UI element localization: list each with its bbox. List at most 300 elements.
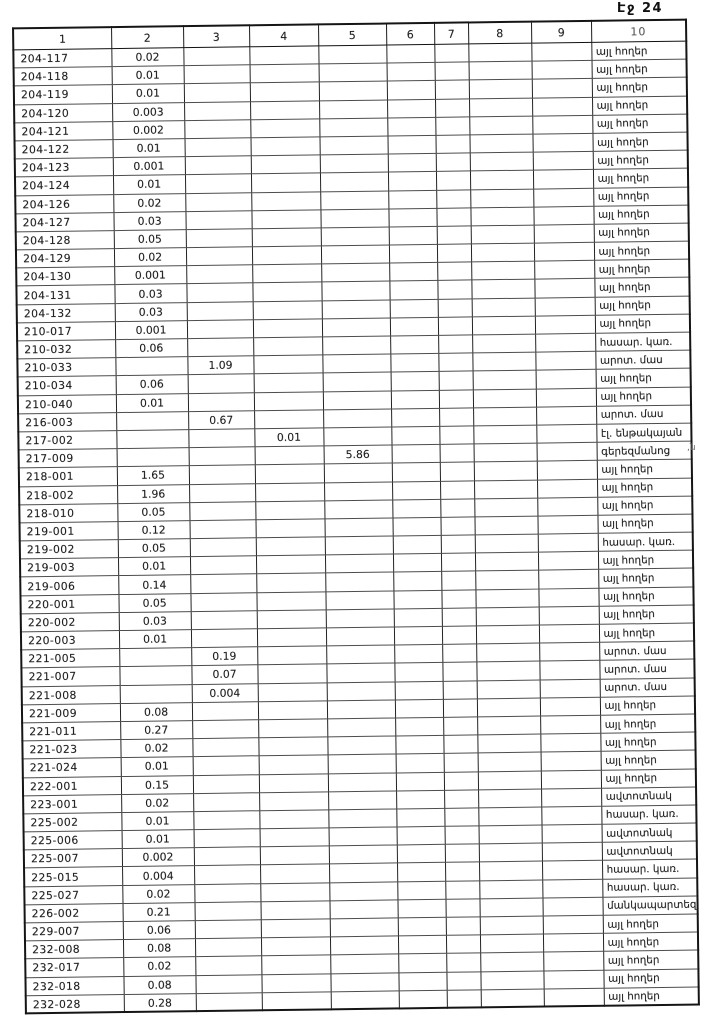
value-cell bbox=[193, 756, 259, 775]
value-cell: 0.02 bbox=[114, 248, 186, 267]
value-cell bbox=[388, 172, 436, 191]
value-cell: 0.01 bbox=[112, 84, 184, 103]
parcel-code-cell: 219-006 bbox=[20, 576, 118, 595]
value-cell bbox=[480, 971, 543, 990]
value-cell bbox=[473, 407, 536, 426]
value-cell bbox=[324, 518, 392, 537]
value-cell bbox=[440, 480, 474, 499]
value-cell bbox=[119, 666, 191, 685]
value-cell bbox=[329, 863, 397, 882]
page-number: Էջ 24 bbox=[617, 1, 664, 16]
value-cell bbox=[253, 319, 322, 338]
value-cell bbox=[324, 500, 392, 519]
value-cell bbox=[321, 281, 389, 300]
value-cell bbox=[475, 589, 538, 608]
land-type-cell: այլ հողեր bbox=[592, 59, 687, 78]
value-cell bbox=[186, 265, 252, 284]
value-cell: 0.67 bbox=[188, 411, 254, 430]
land-type-cell: այլ հողեր bbox=[597, 459, 692, 478]
value-cell bbox=[191, 611, 257, 630]
value-cell: 0.05 bbox=[114, 230, 186, 249]
value-cell bbox=[472, 352, 535, 371]
value-cell bbox=[444, 771, 478, 790]
value-cell bbox=[442, 644, 476, 663]
parcel-code-cell: 225-015 bbox=[24, 867, 122, 886]
value-cell bbox=[256, 537, 325, 556]
land-type-cell: այլ հողեր bbox=[598, 568, 693, 587]
value-cell bbox=[252, 228, 321, 247]
value-cell bbox=[396, 808, 444, 827]
value-cell bbox=[439, 426, 473, 445]
value-cell bbox=[185, 210, 251, 229]
value-cell bbox=[318, 45, 386, 64]
parcel-code-cell: 204-123 bbox=[15, 158, 113, 177]
value-cell bbox=[188, 429, 254, 448]
value-cell bbox=[398, 917, 446, 936]
value-cell bbox=[479, 825, 542, 844]
parcel-code-cell: 204-119 bbox=[14, 85, 112, 104]
value-cell bbox=[255, 482, 324, 501]
value-cell bbox=[190, 592, 256, 611]
value-cell bbox=[183, 47, 249, 66]
land-type-cell: այլ հողեր bbox=[598, 550, 693, 569]
value-cell: 0.01 bbox=[121, 757, 193, 776]
value-cell bbox=[474, 443, 537, 462]
value-cell bbox=[190, 574, 256, 593]
land-type-cell: այլ հողեր bbox=[594, 259, 689, 278]
value-cell bbox=[192, 702, 258, 721]
value-cell bbox=[327, 700, 395, 719]
value-cell bbox=[536, 370, 596, 389]
land-type-cell: հասար. կառ. bbox=[598, 532, 693, 551]
value-cell bbox=[540, 679, 600, 698]
value-cell bbox=[537, 442, 597, 461]
value-cell bbox=[541, 806, 601, 825]
value-cell bbox=[478, 752, 541, 771]
value-cell bbox=[397, 863, 445, 882]
value-cell bbox=[473, 370, 536, 389]
parcel-code-cell: 220-001 bbox=[20, 594, 118, 613]
land-type-cell: այլ հողեր bbox=[599, 623, 694, 642]
value-cell bbox=[478, 771, 541, 790]
value-cell bbox=[532, 133, 592, 152]
value-cell bbox=[387, 135, 435, 154]
value-cell bbox=[445, 862, 479, 881]
value-cell bbox=[396, 772, 444, 791]
value-cell bbox=[191, 629, 257, 648]
value-cell bbox=[437, 280, 471, 299]
parcel-code-cell: 210-033 bbox=[17, 358, 115, 377]
value-cell bbox=[325, 591, 393, 610]
value-cell bbox=[398, 972, 446, 991]
land-type-cell: այլ հողեր bbox=[594, 223, 689, 242]
land-type-cell: այլ հողեր bbox=[599, 605, 694, 624]
value-cell bbox=[389, 281, 437, 300]
value-cell bbox=[251, 173, 320, 192]
land-type-cell: այլ հողեր bbox=[592, 114, 687, 133]
value-cell bbox=[435, 80, 469, 99]
value-cell bbox=[476, 643, 539, 662]
land-type-cell: ավտոտնակ bbox=[601, 787, 696, 806]
land-type-cell: արոտ. մաս bbox=[600, 678, 695, 697]
value-cell bbox=[397, 826, 445, 845]
value-cell: 0.27 bbox=[120, 721, 192, 740]
value-cell bbox=[329, 845, 397, 864]
value-cell bbox=[478, 789, 541, 808]
column-header-cell: 5 bbox=[318, 24, 386, 46]
value-cell bbox=[250, 64, 319, 83]
column-header-cell: 7 bbox=[434, 22, 468, 44]
value-cell bbox=[434, 44, 468, 63]
value-cell bbox=[260, 901, 329, 920]
value-cell bbox=[388, 208, 436, 227]
value-cell bbox=[319, 100, 387, 119]
column-header-cell: 9 bbox=[531, 21, 591, 43]
parcel-code-cell: 225-027 bbox=[24, 885, 122, 904]
value-cell bbox=[397, 881, 445, 900]
value-cell: 0.004 bbox=[192, 683, 258, 702]
value-cell: 0.19 bbox=[191, 647, 257, 666]
value-cell bbox=[391, 390, 439, 409]
value-cell bbox=[395, 681, 443, 700]
value-cell bbox=[262, 992, 331, 1011]
value-cell bbox=[184, 120, 250, 139]
land-type-cell: այլ հողեր bbox=[592, 96, 687, 115]
value-cell bbox=[188, 374, 254, 393]
value-cell bbox=[192, 738, 258, 757]
value-cell bbox=[326, 663, 394, 682]
value-cell bbox=[443, 699, 477, 718]
value-cell bbox=[330, 918, 398, 937]
value-cell bbox=[190, 538, 256, 557]
value-cell bbox=[322, 300, 390, 319]
value-cell bbox=[470, 189, 533, 208]
value-cell bbox=[259, 810, 328, 829]
value-cell bbox=[195, 974, 261, 993]
value-cell bbox=[471, 261, 534, 280]
parcel-code-cell: 221-023 bbox=[22, 740, 120, 759]
land-type-cell: այլ հողեր bbox=[603, 969, 698, 988]
value-cell bbox=[257, 664, 326, 683]
land-type-cell: այլ հողեր bbox=[596, 387, 691, 406]
value-cell bbox=[474, 498, 537, 517]
value-cell: 0.002 bbox=[112, 120, 184, 139]
column-header-cell: 10 bbox=[591, 20, 686, 43]
value-cell bbox=[398, 936, 446, 955]
value-cell bbox=[252, 264, 321, 283]
value-cell bbox=[393, 535, 441, 554]
value-cell bbox=[536, 406, 596, 425]
value-cell bbox=[254, 373, 323, 392]
value-cell bbox=[258, 719, 327, 738]
land-type-cell: այլ հողեր bbox=[603, 950, 698, 969]
value-cell bbox=[260, 846, 329, 865]
value-cell bbox=[319, 81, 387, 100]
value-cell bbox=[189, 501, 255, 520]
value-cell bbox=[391, 372, 439, 391]
value-cell bbox=[256, 555, 325, 574]
parcel-code-cell: 232-008 bbox=[25, 940, 123, 959]
parcel-code-cell: 204-121 bbox=[14, 121, 112, 140]
value-cell bbox=[253, 337, 322, 356]
value-cell: 0.02 bbox=[121, 793, 193, 812]
parcel-code-cell: 210-034 bbox=[18, 376, 116, 395]
value-cell bbox=[536, 388, 596, 407]
value-cell bbox=[194, 902, 260, 921]
value-cell bbox=[533, 170, 593, 189]
land-type-cell: այլ հողեր bbox=[594, 241, 689, 260]
value-cell: 0.01 bbox=[118, 557, 190, 576]
value-cell: 0.06 bbox=[115, 339, 187, 358]
parcel-code-cell: 204-131 bbox=[16, 285, 114, 304]
value-cell: 0.02 bbox=[111, 48, 183, 67]
value-cell bbox=[439, 389, 473, 408]
value-cell bbox=[398, 954, 446, 973]
value-cell bbox=[479, 843, 542, 862]
value-cell bbox=[446, 917, 480, 936]
value-cell bbox=[390, 317, 438, 336]
value-cell bbox=[446, 935, 480, 954]
value-cell bbox=[184, 65, 250, 84]
value-cell bbox=[396, 754, 444, 773]
value-cell bbox=[538, 552, 598, 571]
parcel-code-cell: 229-007 bbox=[25, 922, 123, 941]
value-cell bbox=[328, 809, 396, 828]
value-cell bbox=[440, 462, 474, 481]
value-cell bbox=[392, 517, 440, 536]
value-cell bbox=[472, 298, 535, 317]
value-cell bbox=[532, 115, 592, 134]
value-cell bbox=[194, 829, 260, 848]
value-cell bbox=[447, 990, 481, 1009]
value-cell bbox=[538, 570, 598, 589]
value-cell bbox=[540, 697, 600, 716]
value-cell bbox=[328, 791, 396, 810]
value-cell: 0.05 bbox=[117, 502, 189, 521]
value-cell bbox=[196, 992, 262, 1011]
parcel-code-cell: 210-017 bbox=[17, 321, 115, 340]
value-cell: 0.01 bbox=[116, 393, 188, 412]
parcel-code-cell: 223-001 bbox=[23, 794, 121, 813]
value-cell bbox=[327, 736, 395, 755]
value-cell bbox=[435, 99, 469, 118]
value-cell bbox=[319, 63, 387, 82]
value-cell bbox=[477, 716, 540, 735]
value-cell bbox=[321, 245, 389, 264]
land-type-cell: այլ հողեր bbox=[600, 714, 695, 733]
value-cell bbox=[536, 424, 596, 443]
value-cell bbox=[330, 954, 398, 973]
value-cell bbox=[194, 847, 260, 866]
value-cell: 0.08 bbox=[123, 939, 195, 958]
value-cell bbox=[330, 936, 398, 955]
parcel-code-cell: 219-002 bbox=[20, 540, 118, 559]
value-cell bbox=[326, 627, 394, 646]
parcel-code-cell: 221-007 bbox=[21, 667, 119, 686]
value-cell bbox=[472, 334, 535, 353]
value-cell bbox=[395, 699, 443, 718]
value-cell bbox=[436, 208, 470, 227]
value-cell bbox=[193, 811, 259, 830]
value-cell bbox=[446, 953, 480, 972]
value-cell bbox=[480, 916, 543, 935]
value-cell: 0.002 bbox=[122, 848, 194, 867]
value-cell bbox=[324, 481, 392, 500]
value-cell bbox=[323, 409, 391, 428]
value-cell bbox=[257, 628, 326, 647]
parcel-code-cell: 204-127 bbox=[15, 212, 113, 231]
value-cell bbox=[479, 880, 542, 899]
value-cell: 0.08 bbox=[123, 975, 195, 994]
value-cell bbox=[477, 698, 540, 717]
parcel-code-cell: 204-130 bbox=[16, 267, 114, 286]
value-cell bbox=[253, 301, 322, 320]
parcel-code-cell: 210-032 bbox=[17, 340, 115, 359]
value-cell bbox=[473, 389, 536, 408]
value-cell bbox=[397, 845, 445, 864]
land-type-cell: այլ հողեր bbox=[597, 478, 692, 497]
value-cell bbox=[320, 172, 388, 191]
value-cell: 0.01 bbox=[254, 428, 323, 447]
value-cell bbox=[194, 883, 260, 902]
value-cell bbox=[542, 897, 602, 916]
column-header-cell: 8 bbox=[468, 22, 531, 44]
value-cell bbox=[533, 206, 593, 225]
parcel-code-cell: 221-024 bbox=[23, 758, 121, 777]
value-cell bbox=[399, 990, 447, 1009]
value-cell bbox=[189, 483, 255, 502]
parcel-code-cell: 226-002 bbox=[25, 903, 123, 922]
value-cell bbox=[254, 391, 323, 410]
value-cell bbox=[393, 572, 441, 591]
land-type-cell: այլ հողեր bbox=[592, 132, 687, 151]
value-cell bbox=[539, 661, 599, 680]
value-cell bbox=[388, 154, 436, 173]
value-cell bbox=[193, 792, 259, 811]
value-cell bbox=[326, 609, 394, 628]
value-cell bbox=[328, 754, 396, 773]
parcel-code-cell: 218-001 bbox=[19, 467, 117, 486]
land-type-cell: այլ հողեր bbox=[593, 205, 688, 224]
value-cell bbox=[258, 682, 327, 701]
value-cell bbox=[438, 299, 472, 318]
value-cell bbox=[323, 391, 391, 410]
value-cell bbox=[320, 191, 388, 210]
value-cell bbox=[444, 753, 478, 772]
value-cell bbox=[258, 701, 327, 720]
parcel-code-cell: 204-120 bbox=[14, 103, 112, 122]
value-cell bbox=[255, 464, 324, 483]
value-cell bbox=[186, 229, 252, 248]
value-cell bbox=[532, 97, 592, 116]
land-type-cell: էլ. ենթակայան bbox=[596, 423, 691, 442]
value-cell bbox=[538, 588, 598, 607]
value-cell bbox=[389, 226, 437, 245]
parcel-code-cell: 216-003 bbox=[18, 412, 116, 431]
value-cell bbox=[254, 410, 323, 429]
value-cell bbox=[480, 934, 543, 953]
value-cell bbox=[441, 571, 475, 590]
value-cell bbox=[469, 61, 532, 80]
value-cell bbox=[116, 411, 188, 430]
value-cell bbox=[471, 225, 534, 244]
value-cell bbox=[319, 118, 387, 137]
value-cell: 0.15 bbox=[121, 775, 193, 794]
value-cell bbox=[535, 351, 595, 370]
value-cell bbox=[325, 536, 393, 555]
value-cell bbox=[439, 371, 473, 390]
value-cell bbox=[258, 737, 327, 756]
value-cell bbox=[541, 770, 601, 789]
value-cell bbox=[437, 244, 471, 263]
parcel-code-cell: 220-003 bbox=[21, 631, 119, 650]
value-cell bbox=[195, 920, 261, 939]
value-cell: 0.01 bbox=[113, 175, 185, 194]
value-cell: 0.05 bbox=[118, 539, 190, 558]
value-cell bbox=[389, 263, 437, 282]
value-cell bbox=[534, 279, 594, 298]
value-cell bbox=[393, 590, 441, 609]
value-cell: 0.03 bbox=[114, 284, 186, 303]
value-cell bbox=[397, 899, 445, 918]
value-cell bbox=[544, 988, 604, 1007]
value-cell bbox=[394, 663, 442, 682]
value-cell bbox=[255, 501, 324, 520]
value-cell bbox=[324, 463, 392, 482]
value-cell bbox=[255, 519, 324, 538]
value-cell bbox=[537, 461, 597, 480]
value-cell bbox=[322, 336, 390, 355]
value-cell: 0.001 bbox=[115, 320, 187, 339]
value-cell bbox=[471, 243, 534, 262]
value-cell bbox=[392, 481, 440, 500]
value-cell bbox=[532, 79, 592, 98]
column-header-cell: 4 bbox=[249, 24, 318, 46]
value-cell bbox=[190, 556, 256, 575]
parcel-code-cell: 225-006 bbox=[24, 831, 122, 850]
value-cell bbox=[387, 81, 435, 100]
value-cell bbox=[441, 535, 475, 554]
value-cell bbox=[437, 262, 471, 281]
land-type-cell: այլ հողեր bbox=[591, 41, 686, 60]
value-cell bbox=[259, 792, 328, 811]
value-cell bbox=[321, 227, 389, 246]
land-type-cell: այլ հողեր bbox=[593, 150, 688, 169]
value-cell bbox=[193, 774, 259, 793]
value-cell bbox=[260, 864, 329, 883]
value-cell bbox=[393, 554, 441, 573]
value-cell bbox=[329, 900, 397, 919]
value-cell bbox=[328, 772, 396, 791]
value-cell bbox=[442, 662, 476, 681]
land-type-cell: այլ հողեր bbox=[600, 696, 695, 715]
value-cell bbox=[539, 624, 599, 643]
value-cell bbox=[195, 938, 261, 957]
value-cell bbox=[440, 499, 474, 518]
value-cell bbox=[323, 427, 391, 446]
value-cell: 0.03 bbox=[119, 611, 191, 630]
value-cell bbox=[119, 648, 191, 667]
value-cell bbox=[477, 734, 540, 753]
value-cell bbox=[255, 446, 324, 465]
parcel-code-cell: 204-118 bbox=[14, 67, 112, 86]
value-cell: 0.06 bbox=[116, 375, 188, 394]
value-cell bbox=[184, 101, 250, 120]
value-cell bbox=[532, 61, 592, 80]
value-cell bbox=[392, 499, 440, 518]
value-cell bbox=[251, 210, 320, 229]
land-type-cell: արոտ. մաս bbox=[595, 350, 690, 369]
